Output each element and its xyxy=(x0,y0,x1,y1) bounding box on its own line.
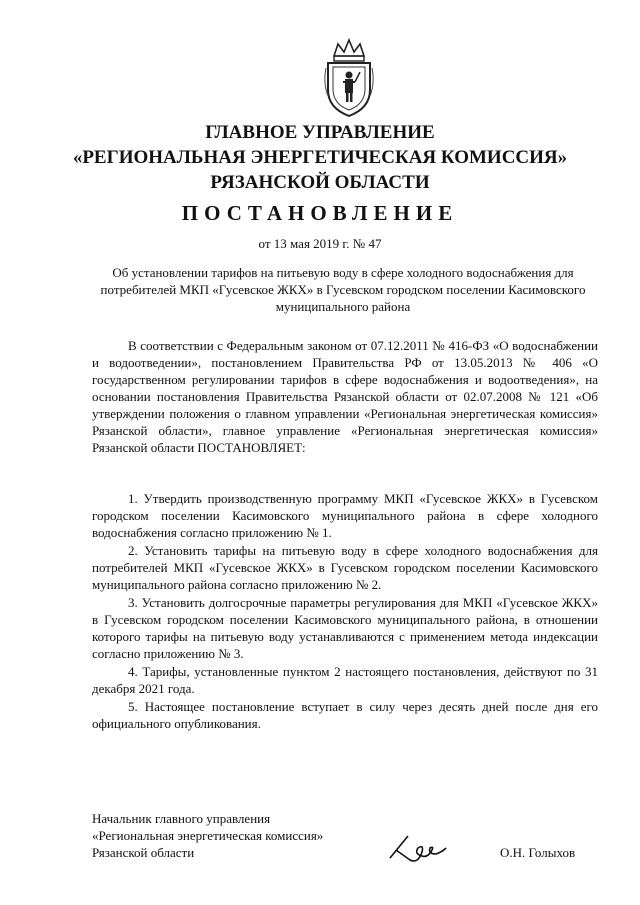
signatory-role-line: Начальник главного управления xyxy=(92,811,271,826)
preamble-paragraph: В соответствии с Федеральным законом от 07.12.2011 № 416-ФЗ «О водоснабжении и водоотведении», постановлением Правительства РФ от 13.05.2013 № 406 «О государственном регулировании тарифов в сфере водоснабжения и водоотведения», на основании постановления Правительства Рязанской области от 02.07.2008 № 121 «Об утверждении положения о главном управлении «Региональная энергетическая комиссия» Рязанской области», главное управление «Региональная энергетическая комиссия» Рязанской области ПОСТАНОВЛЯЕТ: xyxy=(92,338,598,455)
document-type: ПОСТАНОВЛЕНИЕ xyxy=(181,201,459,225)
signature-mark xyxy=(388,830,448,866)
signatory-role-line: Рязанской области xyxy=(92,845,195,860)
signatory-name: О.Н. Голыхов xyxy=(500,845,576,860)
document-subject: Об установлении тарифов на питьевую воду в сфере холодного водоснабжения для потребителей МКП «Гусевское ЖКХ» в Гусевском городском поселении Касимовского муниципального района xyxy=(100,265,586,314)
coat-of-arms-icon xyxy=(322,38,376,118)
document-date: от 13 мая 2019 г. № 47 xyxy=(258,236,382,251)
header-line-3: РЯЗАНСКОЙ ОБЛАСТИ xyxy=(210,172,430,193)
header-line-2: «РЕГИОНАЛЬНАЯ ЭНЕРГЕТИЧЕСКАЯ КОМИССИЯ» xyxy=(72,147,568,168)
resolution-items xyxy=(92,490,598,733)
signatory-role-line: «Региональная энергетическая комиссия» xyxy=(92,828,324,843)
resolution-item: 1. Утвердить производственную программу МКП «Гусевское ЖКХ» в Гусевском городском поселении Касимовского муниципального района в сфере холодного водоснабжения согласно приложению № 1. xyxy=(92,491,598,540)
resolution-item: 3. Установить долгосрочные параметры регулирования для МКП «Гусевское ЖКХ» в Гусевском городском поселении Касимовского муниципального района, в отношении которого тарифы на питьевую воду устанавливаются с применением метода индексации согласно приложению № 3. xyxy=(92,595,598,661)
header-line-1: ГЛАВНОЕ УПРАВЛЕНИЕ xyxy=(205,122,435,143)
signatory-role xyxy=(92,810,323,861)
resolution-item: 5. Настоящее постановление вступает в силу через десять дней после дня его официального опубликования. xyxy=(92,699,598,731)
resolution-item: 2. Установить тарифы на питьевую воду в сфере холодного водоснабжения для потребителей МКП «Гусевское ЖКХ» в Гусевском городском поселении Касимовского муниципального района согласно приложению № 2. xyxy=(92,543,598,592)
resolution-item: 4. Тарифы, установленные пунктом 2 настоящего постановления, действуют по 31 декабря 2021 года. xyxy=(92,664,598,696)
